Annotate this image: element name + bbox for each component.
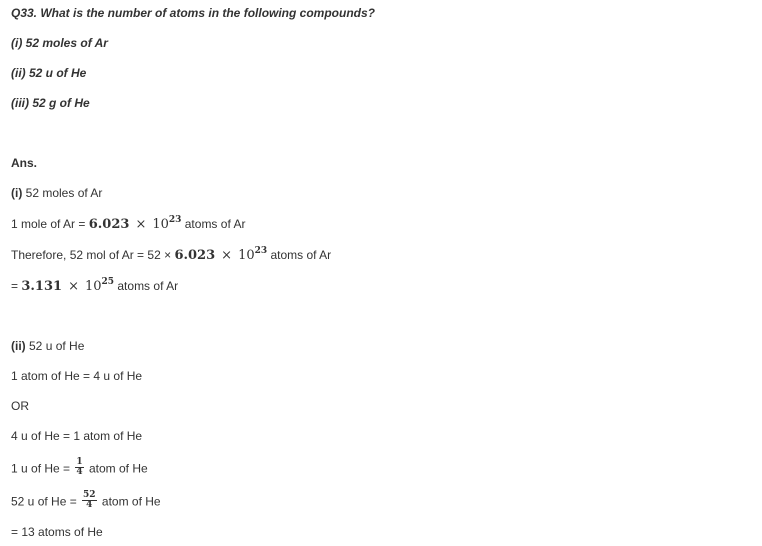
coefficient: 6.023 <box>174 248 216 263</box>
answer-heading: Ans. <box>11 156 38 170</box>
equation-suffix: atoms of Ar <box>114 279 179 293</box>
exponent: 25 <box>101 277 115 287</box>
power-base: 10 <box>84 279 102 294</box>
equation-text: 1 mole of Ar = <box>11 217 89 231</box>
coefficient: 6.023 <box>88 217 130 232</box>
times-sign: × <box>135 217 147 232</box>
question-part-1: (i) 52 moles of Ar <box>11 36 108 50</box>
fraction-numerator: 52 <box>83 490 96 500</box>
equation-text: 52 u of He = <box>11 494 81 509</box>
answer-part1-line3 <box>11 279 178 295</box>
equation-suffix: atoms of Ar <box>267 248 332 262</box>
question-title: Q33. What is the number of atoms in the following compounds? <box>11 6 376 20</box>
answer-part2-line5 <box>11 490 161 512</box>
equation-suffix: atoms of Ar <box>181 217 246 231</box>
part-label: (i) <box>11 186 23 200</box>
exponent: 23 <box>254 246 268 256</box>
fraction <box>82 491 97 510</box>
answer-part2-line4 <box>11 457 148 479</box>
part-label: (ii) <box>11 339 26 353</box>
answer-part2-title <box>11 339 84 353</box>
equation-text: = <box>11 279 22 293</box>
answer-part1-line2 <box>11 248 331 264</box>
answer-part2-line2: OR <box>11 399 29 413</box>
equation-text: Therefore, 52 mol of Ar = 52 × <box>11 248 175 262</box>
power-base: 10 <box>238 248 255 263</box>
fraction-denominator: 4 <box>76 467 83 477</box>
answer-part1-line1 <box>11 217 245 233</box>
equation-suffix: atom of He <box>85 461 148 476</box>
question-part-2: (ii) 52 u of He <box>11 66 87 80</box>
part-title: 52 u of He <box>25 339 85 353</box>
times-sign: × <box>68 279 79 294</box>
exponent: 23 <box>168 215 182 225</box>
fraction-numerator: 1 <box>76 457 83 467</box>
part-title: 52 moles of Ar <box>22 186 103 200</box>
question-part-3: (iii) 52 g of He <box>11 96 90 110</box>
power-base: 10 <box>152 217 169 232</box>
equation-suffix: atom of He <box>98 494 161 509</box>
equation-text: 1 u of He = <box>11 461 74 476</box>
fraction <box>75 458 83 477</box>
coefficient: 3.131 <box>21 279 63 294</box>
times-sign: × <box>221 248 233 263</box>
fraction-denominator: 4 <box>86 500 93 510</box>
answer-part1-title <box>11 186 102 200</box>
answer-part2-line1: 1 atom of He = 4 u of He <box>11 369 143 383</box>
answer-part2-line3: 4 u of He = 1 atom of He <box>11 429 143 443</box>
answer-part2-line6: = 13 atoms of He <box>11 525 103 539</box>
